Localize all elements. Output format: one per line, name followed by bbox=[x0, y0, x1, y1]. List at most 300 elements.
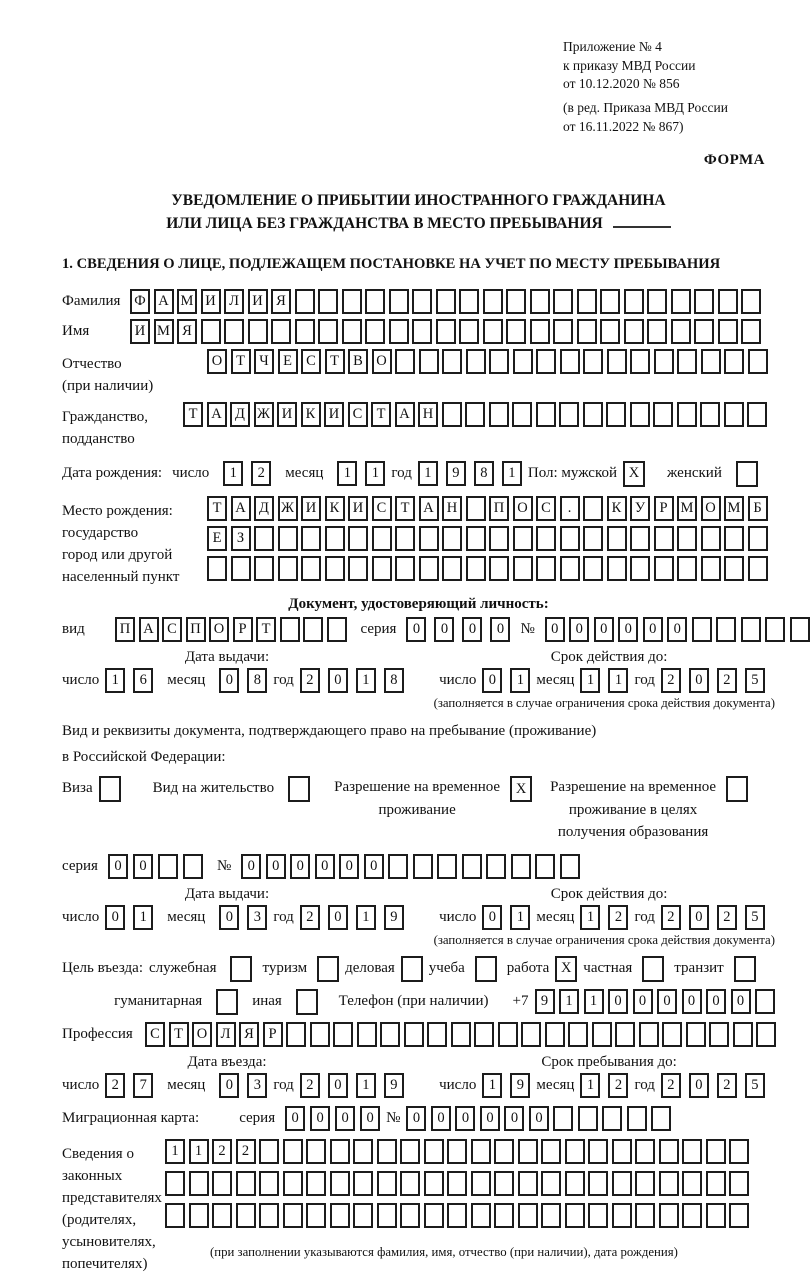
cell bbox=[513, 526, 533, 551]
cell bbox=[682, 1171, 702, 1196]
cell bbox=[765, 617, 785, 642]
surname-label: Фамилия bbox=[62, 292, 121, 309]
cell bbox=[565, 1139, 585, 1164]
cell bbox=[395, 349, 415, 374]
cell: 5 bbox=[745, 668, 765, 693]
cell bbox=[518, 1139, 538, 1164]
cell bbox=[553, 1106, 573, 1131]
representatives-row2 bbox=[165, 1171, 749, 1196]
cell bbox=[600, 319, 620, 344]
cell: 8 bbox=[474, 461, 494, 486]
cell bbox=[330, 1171, 350, 1196]
cell bbox=[372, 556, 392, 581]
cell: Л bbox=[216, 1022, 236, 1047]
cell: 3 bbox=[247, 905, 267, 930]
cell bbox=[701, 556, 721, 581]
purpose-study-checkbox bbox=[475, 956, 497, 982]
cell: Р bbox=[233, 617, 253, 642]
cell: 0 bbox=[133, 854, 153, 879]
cell: О bbox=[192, 1022, 212, 1047]
cell: 2 bbox=[608, 905, 628, 930]
cell: 2 bbox=[300, 905, 320, 930]
cell bbox=[701, 526, 721, 551]
cell bbox=[600, 289, 620, 314]
cell bbox=[330, 1203, 350, 1228]
purpose-business-checkbox bbox=[230, 956, 252, 982]
patronymic-boxes bbox=[207, 349, 768, 374]
cell: 0 bbox=[434, 617, 454, 642]
cell bbox=[521, 1022, 541, 1047]
cell bbox=[471, 1139, 491, 1164]
cell: Т bbox=[395, 496, 415, 521]
cell bbox=[388, 854, 408, 879]
cell bbox=[466, 556, 486, 581]
cell bbox=[506, 289, 526, 314]
identity-doc-date-captions bbox=[62, 649, 775, 666]
cell: Т bbox=[231, 349, 251, 374]
cell bbox=[724, 556, 744, 581]
cell bbox=[612, 1171, 632, 1196]
cell bbox=[506, 319, 526, 344]
cell bbox=[306, 1139, 326, 1164]
cell: С bbox=[145, 1022, 165, 1047]
cell bbox=[189, 1203, 209, 1228]
purpose-tourism-checkbox bbox=[317, 956, 339, 982]
visa-label: Виза bbox=[62, 780, 93, 796]
cell: X bbox=[555, 956, 577, 982]
cell bbox=[158, 854, 178, 879]
cell: 3 bbox=[247, 1073, 267, 1098]
cell: О bbox=[207, 349, 227, 374]
residence-series-label: серия bbox=[62, 857, 98, 874]
cell: 0 bbox=[105, 905, 125, 930]
cell bbox=[254, 526, 274, 551]
cell bbox=[756, 1022, 776, 1047]
doc-issue-year-boxes bbox=[300, 668, 404, 693]
cell: X bbox=[510, 776, 532, 802]
cell bbox=[442, 526, 462, 551]
cell: О bbox=[701, 496, 721, 521]
cell: 0 bbox=[339, 854, 359, 879]
cell bbox=[395, 556, 415, 581]
cell bbox=[729, 1203, 749, 1228]
cell: Д bbox=[254, 496, 274, 521]
cell bbox=[541, 1139, 561, 1164]
cell: 0 bbox=[335, 1106, 355, 1131]
cell bbox=[489, 556, 509, 581]
doc-issue-month-boxes bbox=[219, 668, 267, 693]
cell bbox=[559, 402, 579, 427]
residence-issue-caption: Дата выдачи: bbox=[184, 885, 270, 902]
purpose-humanitarian-label: гуманитарная bbox=[114, 992, 203, 1009]
cell bbox=[165, 1171, 185, 1196]
cell: 1 bbox=[418, 461, 438, 486]
cell bbox=[259, 1139, 279, 1164]
cell bbox=[748, 349, 768, 374]
doc-series-label: серия bbox=[360, 621, 397, 637]
cell: К bbox=[325, 496, 345, 521]
birth-place-row bbox=[62, 496, 775, 588]
residence-doc-date-captions bbox=[62, 886, 775, 903]
cell bbox=[236, 1203, 256, 1228]
cell: А bbox=[207, 402, 227, 427]
cell bbox=[283, 1139, 303, 1164]
entry-dates-row bbox=[62, 1073, 775, 1098]
temp-residence-education-checkbox bbox=[726, 776, 748, 802]
cell bbox=[278, 556, 298, 581]
temp-residence-checkbox bbox=[510, 776, 532, 802]
residence-valid-date: число 0 1 месяц 1 2 год 2 0 2 5 bbox=[397, 905, 775, 930]
cell: 1 bbox=[580, 905, 600, 930]
cell: Р bbox=[263, 1022, 283, 1047]
cell bbox=[224, 319, 244, 344]
phone-prefix: +7 bbox=[512, 992, 529, 1009]
cell bbox=[607, 526, 627, 551]
cell: И bbox=[348, 496, 368, 521]
cell: 0 bbox=[108, 854, 128, 879]
doc-type-label: вид bbox=[62, 621, 85, 637]
firstname-label: Имя bbox=[62, 322, 90, 339]
citizenship-boxes bbox=[183, 402, 767, 427]
cell bbox=[512, 402, 532, 427]
citizenship-label: Гражданство, подданство bbox=[62, 408, 149, 447]
cell bbox=[295, 289, 315, 314]
cell bbox=[283, 1171, 303, 1196]
cell bbox=[513, 349, 533, 374]
cell bbox=[377, 1171, 397, 1196]
cell: А bbox=[419, 496, 439, 521]
cell bbox=[647, 289, 667, 314]
cell bbox=[588, 1139, 608, 1164]
cell: 0 bbox=[241, 854, 261, 879]
cell: А bbox=[395, 402, 415, 427]
cell: Т bbox=[207, 496, 227, 521]
cell bbox=[447, 1171, 467, 1196]
entry-date-captions bbox=[62, 1054, 775, 1071]
cell bbox=[348, 556, 368, 581]
cell: 1 bbox=[559, 989, 579, 1014]
cell bbox=[259, 1171, 279, 1196]
cell bbox=[733, 1022, 753, 1047]
cell bbox=[330, 1139, 350, 1164]
cell: 9 bbox=[446, 461, 466, 486]
cell: 0 bbox=[633, 989, 653, 1014]
cell: С bbox=[301, 349, 321, 374]
cell bbox=[530, 289, 550, 314]
cell bbox=[536, 402, 556, 427]
cell: 0 bbox=[706, 989, 726, 1014]
cell bbox=[365, 289, 385, 314]
cell bbox=[395, 526, 415, 551]
cell bbox=[716, 617, 736, 642]
day-word: число bbox=[172, 464, 210, 481]
cell bbox=[560, 349, 580, 374]
doc-valid-caption: Срок действия до: bbox=[550, 649, 668, 665]
cell: 2 bbox=[661, 905, 681, 930]
cell: 0 bbox=[667, 617, 687, 642]
cell: 2 bbox=[236, 1139, 256, 1164]
cell: 9 bbox=[510, 1073, 530, 1098]
residence-permit-label: Вид на жительство bbox=[152, 780, 275, 796]
cell bbox=[624, 289, 644, 314]
purpose-work-checkbox bbox=[555, 956, 577, 982]
birth-date-row bbox=[62, 461, 775, 487]
cell: К bbox=[607, 496, 627, 521]
cell bbox=[442, 402, 462, 427]
cell bbox=[518, 1171, 538, 1196]
cell: Т bbox=[183, 402, 203, 427]
cell bbox=[659, 1203, 679, 1228]
cell bbox=[306, 1203, 326, 1228]
cell bbox=[483, 319, 503, 344]
cell: О bbox=[372, 349, 392, 374]
cell bbox=[565, 1171, 585, 1196]
cell bbox=[612, 1139, 632, 1164]
cell bbox=[327, 617, 347, 642]
cell bbox=[494, 1203, 514, 1228]
cell bbox=[380, 1022, 400, 1047]
cell bbox=[654, 349, 674, 374]
representatives-row1 bbox=[165, 1139, 749, 1164]
cell bbox=[748, 556, 768, 581]
cell bbox=[333, 1022, 353, 1047]
cell: 9 bbox=[535, 989, 555, 1014]
cell bbox=[317, 956, 339, 982]
cell bbox=[577, 289, 597, 314]
cell bbox=[734, 956, 756, 982]
migration-number-boxes bbox=[406, 1106, 671, 1131]
cell: И bbox=[201, 289, 221, 314]
cell bbox=[630, 402, 650, 427]
cell: 5 bbox=[745, 905, 765, 930]
title-line-1: УВЕДОМЛЕНИЕ О ПРИБЫТИИ ИНОСТРАННОГО ГРАЖДАНИНА bbox=[171, 192, 666, 210]
cell bbox=[583, 349, 603, 374]
cell bbox=[99, 776, 121, 802]
cell: А bbox=[231, 496, 251, 521]
cell bbox=[494, 1139, 514, 1164]
cell bbox=[400, 1171, 420, 1196]
cell bbox=[271, 319, 291, 344]
representatives-row bbox=[62, 1139, 775, 1275]
cell bbox=[694, 289, 714, 314]
cell bbox=[568, 1022, 588, 1047]
cell bbox=[424, 1139, 444, 1164]
section1-heading: 1. СВЕДЕНИЯ О ЛИЦЕ, ПОДЛЕЖАЩЕМ ПОСТАНОВКЕ НА УЧЕТ ПО МЕСТУ ПРЕБЫВАНИЯ bbox=[62, 255, 721, 272]
cell bbox=[489, 349, 509, 374]
cell: 1 bbox=[223, 461, 243, 486]
cell bbox=[682, 1139, 702, 1164]
residence-doc-series-row bbox=[62, 854, 775, 879]
cell bbox=[718, 289, 738, 314]
doc-valid-day-boxes bbox=[482, 668, 530, 693]
cell bbox=[511, 854, 531, 879]
temp-residence-education-label: Разрешение на временное проживание в целях получения образования bbox=[550, 779, 717, 840]
cell: 2 bbox=[300, 1073, 320, 1098]
phone-label: Телефон (при наличии) bbox=[338, 992, 489, 1009]
cell: 1 bbox=[337, 461, 357, 486]
firstname-boxes bbox=[130, 319, 761, 344]
cell bbox=[419, 556, 439, 581]
cell: Ж bbox=[278, 496, 298, 521]
cell: Я bbox=[177, 319, 197, 344]
cell: 0 bbox=[657, 989, 677, 1014]
cell: 1 bbox=[510, 905, 530, 930]
birth-place-row2 bbox=[207, 526, 768, 551]
purpose-study-label: учеба bbox=[428, 959, 465, 976]
cell: 0 bbox=[569, 617, 589, 642]
surname-row bbox=[62, 289, 775, 314]
title-line-2: ИЛИ ЛИЦА БЕЗ ГРАЖДАНСТВА В МЕСТО ПРЕБЫВАНИЯ bbox=[62, 212, 775, 235]
cell: 6 bbox=[133, 668, 153, 693]
cell bbox=[612, 1203, 632, 1228]
cell bbox=[729, 1139, 749, 1164]
doc-series-boxes bbox=[406, 617, 510, 642]
cell bbox=[236, 1171, 256, 1196]
migration-series-label: серия bbox=[239, 1109, 276, 1126]
cell bbox=[741, 617, 761, 642]
cell bbox=[654, 556, 674, 581]
cell bbox=[706, 1171, 726, 1196]
cell: С bbox=[162, 617, 182, 642]
surname-boxes bbox=[130, 289, 761, 314]
identity-doc-heading: Документ, удостоверяющий личность: bbox=[288, 596, 549, 612]
cell: К bbox=[301, 402, 321, 427]
cell bbox=[654, 526, 674, 551]
cell: Я bbox=[271, 289, 291, 314]
cell bbox=[377, 1139, 397, 1164]
residence-doc-dates-row bbox=[62, 905, 775, 930]
doc-valid-date: число 0 1 месяц 1 1 год 2 0 2 5 bbox=[397, 668, 775, 693]
cell bbox=[283, 1203, 303, 1228]
entry-month-boxes bbox=[219, 1073, 267, 1098]
cell bbox=[535, 854, 555, 879]
cell bbox=[630, 556, 650, 581]
cell bbox=[489, 526, 509, 551]
identity-doc-dates-row bbox=[62, 668, 775, 693]
cell bbox=[301, 526, 321, 551]
cell bbox=[165, 1203, 185, 1228]
purpose-commercial-checkbox bbox=[401, 956, 423, 982]
cell: Е bbox=[278, 349, 298, 374]
cell bbox=[466, 496, 486, 521]
cell bbox=[353, 1203, 373, 1228]
cell: 0 bbox=[406, 1106, 426, 1131]
cell: 1 bbox=[608, 668, 628, 693]
cell: 0 bbox=[731, 989, 751, 1014]
cell bbox=[466, 526, 486, 551]
cell bbox=[741, 289, 761, 314]
cell bbox=[706, 1203, 726, 1228]
cell: 0 bbox=[482, 668, 502, 693]
doc-valid-month-boxes bbox=[580, 668, 628, 693]
cell bbox=[231, 556, 251, 581]
cell bbox=[280, 617, 300, 642]
residence-number-boxes bbox=[241, 854, 580, 879]
cell: З bbox=[231, 526, 251, 551]
purpose-row-2 bbox=[62, 989, 775, 1015]
cell: Т bbox=[371, 402, 391, 427]
cell bbox=[462, 854, 482, 879]
stay-month-boxes bbox=[580, 1073, 628, 1098]
cell bbox=[278, 526, 298, 551]
cell bbox=[588, 1203, 608, 1228]
cell: М bbox=[177, 289, 197, 314]
purpose-private-label: частная bbox=[583, 959, 633, 976]
doc-type-boxes bbox=[115, 617, 347, 642]
cell bbox=[212, 1203, 232, 1228]
cell bbox=[624, 319, 644, 344]
patronymic-row bbox=[62, 349, 775, 397]
cell: 2 bbox=[717, 905, 737, 930]
cell: И bbox=[248, 289, 268, 314]
cell: 1 bbox=[105, 668, 125, 693]
cell: М bbox=[724, 496, 744, 521]
cell bbox=[755, 989, 775, 1014]
cell: П bbox=[115, 617, 135, 642]
sex-male-label: Пол: мужской bbox=[527, 464, 618, 481]
residence-doc-note: (заполняется в случае ограничения срока действия документа) bbox=[433, 932, 775, 947]
birth-month-boxes bbox=[337, 461, 385, 486]
header-reference bbox=[563, 38, 775, 136]
stay-day-boxes bbox=[482, 1073, 530, 1098]
cell bbox=[653, 402, 673, 427]
visa-checkbox bbox=[99, 776, 121, 802]
purpose-label: Цель въезда: bbox=[62, 959, 143, 976]
cell: Е bbox=[207, 526, 227, 551]
cell bbox=[709, 1022, 729, 1047]
cell bbox=[436, 319, 456, 344]
cell bbox=[400, 1203, 420, 1228]
cell: И bbox=[324, 402, 344, 427]
cell: 1 bbox=[510, 668, 530, 693]
migration-card-row bbox=[62, 1106, 775, 1131]
cell bbox=[627, 1106, 647, 1131]
residence-valid-month-boxes bbox=[580, 905, 628, 930]
cell bbox=[475, 956, 497, 982]
cell: 0 bbox=[219, 668, 239, 693]
cell bbox=[560, 854, 580, 879]
purpose-other-checkbox bbox=[296, 989, 318, 1015]
stay-until-date: число 1 9 месяц 1 2 год 2 0 2 5 bbox=[397, 1073, 775, 1098]
purpose-tourism-label: туризм bbox=[262, 959, 308, 976]
header-edition-line: (в ред. Приказа МВД России bbox=[563, 99, 728, 115]
cell bbox=[451, 1022, 471, 1047]
cell bbox=[413, 854, 433, 879]
document-title bbox=[62, 189, 775, 236]
cell bbox=[389, 319, 409, 344]
cell bbox=[553, 319, 573, 344]
cell: В bbox=[348, 349, 368, 374]
cell: О bbox=[209, 617, 229, 642]
residence-valid-day-boxes bbox=[482, 905, 530, 930]
cell bbox=[677, 556, 697, 581]
representatives-boxes bbox=[165, 1139, 749, 1260]
cell bbox=[536, 556, 556, 581]
purpose-commercial-label: деловая bbox=[345, 959, 395, 976]
cell: 0 bbox=[364, 854, 384, 879]
cell bbox=[635, 1203, 655, 1228]
cell: 0 bbox=[618, 617, 638, 642]
form-label: ФОРМА bbox=[703, 152, 765, 169]
cell: 0 bbox=[219, 1073, 239, 1098]
representatives-note: (при заполнении указываются фамилия, имя, отчество (при наличии), дата рождения) bbox=[210, 1244, 678, 1259]
cell bbox=[365, 319, 385, 344]
cell: М bbox=[154, 319, 174, 344]
cell: 0 bbox=[462, 617, 482, 642]
birth-place-row3 bbox=[207, 556, 768, 581]
representatives-row3 bbox=[165, 1203, 749, 1228]
cell bbox=[471, 1171, 491, 1196]
